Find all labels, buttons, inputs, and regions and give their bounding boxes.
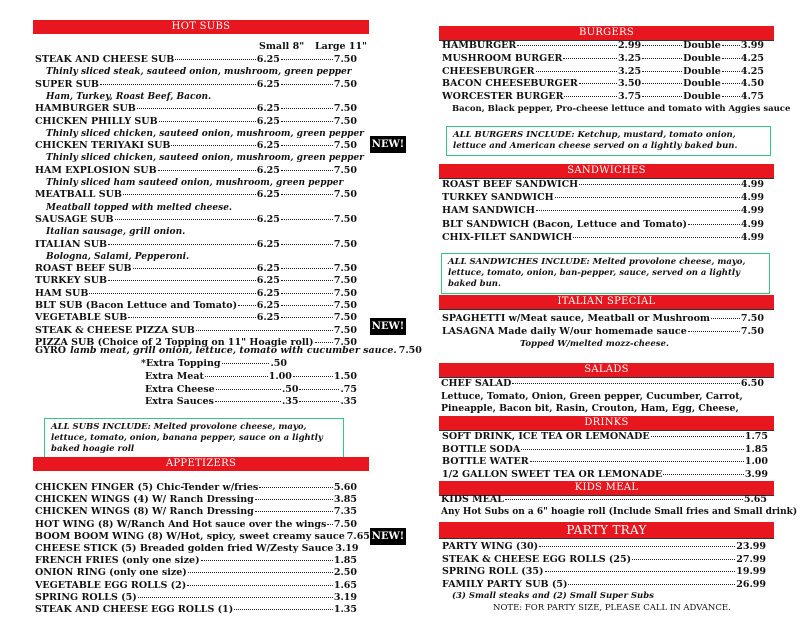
sub-price-large: 7.50 — [333, 213, 357, 225]
appetizer-price: 5.60 — [333, 482, 357, 493]
appetizer-row — [35, 482, 357, 494]
extra-row — [141, 358, 287, 370]
appetizer-price: 3.19 — [335, 543, 359, 554]
party-row — [442, 566, 766, 578]
party-row — [442, 554, 766, 566]
drink-row — [442, 469, 768, 481]
sub-price-small: 6.25 — [256, 189, 280, 201]
burger-name: BACON CHEESEBURGER — [442, 78, 578, 90]
burger-price: 2.99 — [617, 40, 642, 51]
italian-name: LASAGNA Made daily W/our homemade sauce — [442, 326, 687, 338]
sub-price-large: 7.50 — [333, 324, 357, 336]
drink-name: SOFT DRINK, ICE TEA OR LEMONADE — [442, 431, 650, 442]
burger-name: HAMBURGER — [442, 40, 517, 51]
burger-double-label: Double — [683, 91, 721, 103]
burger-price: 3.25 — [617, 52, 642, 64]
appetizer-price: 7.65 — [346, 530, 370, 542]
burger-name: MUSHROOM BURGER — [442, 52, 563, 64]
italian-row — [442, 326, 764, 338]
kids-banner: KIDS MEAL — [439, 481, 774, 495]
appetizers-banner: APPETIZERS — [33, 457, 369, 471]
extra-price-large: 1.50 — [333, 370, 357, 382]
sub-name: BLT SUB (Bacon Lettuce and Tomato) — [35, 300, 238, 311]
appetizer-name: FRENCH FRIES (only one size) — [35, 555, 200, 567]
appetizer-price: 1.65 — [333, 579, 357, 591]
sandwich-price: 4.99 — [740, 192, 764, 204]
burger-name: CHEESEBURGER — [442, 65, 535, 77]
chef-salad-desc: Lettuce, Tomato, Onion, Green pepper, Cucumber, Carrot, Pineapple, Bacon bit, Rasin, Crouton, Ham, Egg, Cheese, — [441, 391, 743, 414]
hot-subs-banner: HOT SUBS — [33, 20, 369, 34]
appetizer-row — [35, 519, 357, 531]
burger-price: 3.50 — [617, 78, 642, 90]
sandwich-row — [442, 192, 764, 204]
sub-name: PIZZA SUB (Choice of 2 Topping on 11" Hoagie roll) — [35, 336, 314, 348]
party-price: 19.99 — [736, 566, 766, 577]
sub-name: ITALIAN SUB — [35, 238, 108, 250]
size-small-header: Small 8" — [259, 41, 305, 52]
burger-double-price: 4.75 — [740, 91, 764, 103]
extra-row — [145, 396, 357, 408]
italian-row — [442, 313, 764, 325]
sub-row — [35, 300, 357, 312]
gyro-name: GYRO — [35, 345, 67, 356]
appetizer-price: 7.35 — [333, 506, 357, 518]
sub-name: CHICKEN TERIYAKI SUB — [35, 140, 171, 152]
extra-name: Extra Cheese — [145, 383, 215, 395]
new-badge: NEW! — [370, 318, 406, 335]
extra-price-small: .50 — [281, 383, 299, 395]
sub-name: VEGETABLE SUB — [35, 312, 128, 324]
sub-price-large: 7.50 — [333, 115, 357, 127]
sub-name: TURKEY SUB — [35, 275, 108, 287]
burger-row — [442, 78, 764, 90]
size-large-header: Large 11" — [315, 41, 368, 52]
sub-row — [35, 275, 357, 287]
party-desc: (3) Small steaks and (2) Small Super Subs — [452, 591, 654, 601]
drink-row — [442, 456, 768, 468]
burger-row — [442, 40, 764, 52]
sub-price-large: 7.50 — [333, 263, 357, 275]
sub-row — [35, 312, 357, 324]
sub-price-large: 7.50 — [333, 164, 357, 176]
sub-row — [35, 189, 357, 201]
drink-name: BOTTLE SODA — [442, 443, 521, 455]
sub-price-small: 6.25 — [256, 300, 280, 311]
sub-price-large: 7.50 — [333, 300, 357, 311]
appetizer-name: ONION RING (only one size) — [35, 567, 187, 579]
sub-name: CHICKEN PHILLY SUB — [35, 115, 158, 127]
drinks-banner: DRINKS — [439, 416, 774, 430]
italian-desc: Topped W/melted mozz-cheese. — [520, 339, 669, 349]
sandwiches-banner: SANDWICHES — [439, 164, 774, 178]
appetizer-price: 2.50 — [333, 567, 357, 579]
sub-row — [35, 140, 357, 152]
sub-price-small: 6.25 — [256, 263, 280, 275]
appetizer-row — [35, 543, 357, 555]
sub-row — [35, 239, 357, 251]
sub-desc: Thinly sliced ham sauteed onion, mushroom, green pepper — [46, 178, 344, 188]
appetizer-name: VEGETABLE EGG ROLLS (2) — [35, 579, 187, 591]
sub-desc: Thinly sliced steak, sauteed onion, mushroom, green pepper — [46, 67, 352, 78]
burger-row — [442, 53, 764, 65]
sandwich-name: ROAST BEEF SANDWICH — [442, 179, 579, 190]
party-price: 26.99 — [736, 578, 766, 590]
drink-name: 1/2 GALLON SWEET TEA OR LEMONADE — [442, 468, 663, 480]
kids-meal-row — [441, 494, 767, 506]
appetizer-name: CHICKEN WINGS (8) W/ Ranch Dressing — [35, 506, 254, 518]
sandwich-name: CHIX-FILET SANDWICH — [442, 231, 573, 243]
kids-meal-price: 5.65 — [743, 494, 767, 505]
sub-price-large: 7.50 — [333, 312, 357, 324]
sub-desc: Italian sausage, grill onion. — [46, 227, 186, 238]
sub-price-large: 7.50 — [333, 336, 357, 348]
sub-price-small: 6.25 — [256, 213, 280, 225]
sub-desc: Ham, Turkey, Roast Beef, Bacon. — [46, 91, 212, 102]
burger-row — [442, 91, 764, 103]
drink-price: 3.99 — [744, 468, 768, 480]
sub-price-large: 7.50 — [333, 140, 357, 152]
appetizer-name: CHICKEN WINGS (4) W/ Ranch Dressing — [35, 494, 254, 506]
extra-name: *Extra Topping — [141, 358, 221, 369]
sandwich-name: HAM SANDWICH — [442, 205, 535, 217]
sub-price-small: 6.25 — [256, 103, 280, 115]
sub-desc: Thinly sliced chicken, sauteed onion, mushroom, green pepper — [46, 153, 364, 164]
appetizer-name: STEAK AND CHEESE EGG ROLLS (1) — [35, 604, 234, 615]
new-badge: NEW! — [370, 528, 406, 545]
sandwich-row — [442, 179, 764, 191]
party-name: PARTY WING (30) — [442, 541, 539, 552]
worcester-desc: Bacon, Black pepper, Pro-cheese lettuce and tomato with Aggies sauce — [452, 104, 791, 114]
appetizer-price: 3.19 — [333, 591, 357, 603]
sub-price-small: 6.25 — [256, 78, 280, 90]
burgers-note: ALL BURGERS INCLUDE: Ketchup, mustard, tomato onion, lettuce and American cheese served on a lightly baked bun. — [446, 126, 771, 156]
chef-salad-price: 6.50 — [740, 378, 764, 389]
drink-row — [442, 444, 768, 456]
sandwich-price: 4.99 — [740, 179, 764, 190]
sub-name: HAM SUB — [35, 287, 89, 299]
sub-row — [35, 263, 357, 275]
burger-name: WORCESTER BURGER — [442, 91, 564, 103]
sub-price-large: 7.50 — [333, 78, 357, 90]
appetizer-row — [35, 506, 357, 518]
party-note: NOTE: FOR PARTY SIZE, PLEASE CALL IN ADVANCE. — [493, 603, 731, 613]
sub-name: STEAK & CHEESE PIZZA SUB — [35, 324, 195, 336]
appetizer-row — [35, 567, 357, 579]
party-name: STEAK & CHEESE EGG ROLLS (25) — [442, 553, 632, 565]
sub-desc: Thinly sliced chicken, sauteed onion, mushroom, green pepper — [46, 128, 364, 139]
burgers-banner: BURGERS — [439, 26, 774, 40]
appetizer-row — [35, 530, 370, 543]
appetizer-row — [35, 580, 357, 592]
burger-row — [442, 66, 764, 78]
appetizer-name: CHEESE STICK (5) Breaded golden fried W/Zesty Sauce — [35, 543, 334, 554]
party-name: FAMILY PARTY SUB (5) — [442, 578, 568, 590]
burger-double-price: 4.50 — [740, 78, 764, 90]
sub-price-large: 7.50 — [333, 54, 357, 65]
sub-price-small: 6.25 — [256, 287, 280, 299]
extra-name: Extra Meat — [145, 370, 204, 382]
burger-double-label: Double — [683, 52, 721, 64]
sandwich-name: BLT SANDWICH (Bacon, Lettuce and Tomato) — [442, 218, 688, 230]
sub-price-small: 6.25 — [256, 140, 280, 152]
sub-price-large: 7.50 — [333, 238, 357, 250]
appetizer-name: BOOM BOOM WING (8) W/Hot, spicy, sweet creamy sauce — [35, 530, 345, 542]
burger-double-price: 3.99 — [740, 40, 764, 51]
extra-price-large: .75 — [340, 383, 357, 395]
appetizer-row — [35, 604, 357, 616]
party-price: 27.99 — [736, 553, 766, 565]
chef-salad-name: CHEF SALAD — [441, 378, 512, 389]
chef-salad-row — [441, 378, 764, 390]
drink-price: 1.75 — [744, 431, 768, 442]
sub-row — [35, 288, 357, 300]
party-row — [442, 541, 766, 553]
drink-row — [442, 431, 768, 443]
appetizer-row — [35, 592, 357, 604]
sub-price-small: 6.25 — [256, 312, 280, 324]
appetizer-price: 1.85 — [333, 555, 357, 567]
extra-price-small: .50 — [270, 358, 287, 369]
burger-double-label: Double — [683, 78, 721, 90]
extra-name: Extra Sauces — [145, 396, 214, 408]
sub-price-large: 7.50 — [333, 287, 357, 299]
sub-row — [35, 165, 357, 177]
kids-meal-name: KIDS MEAL — [441, 494, 504, 505]
sub-name: SUPER SUB — [35, 78, 99, 90]
sub-row — [35, 325, 357, 337]
drink-price: 1.85 — [744, 443, 768, 455]
salads-banner: SALADS — [439, 363, 774, 377]
sub-price-small: 6.25 — [256, 164, 280, 176]
sub-price-small: 6.25 — [256, 275, 280, 287]
italian-name: SPAGHETTI w/Meat sauce, Meatball or Mushroom — [442, 313, 710, 324]
sub-price-small: 6.25 — [256, 115, 280, 127]
sandwich-price: 4.99 — [740, 218, 764, 230]
drink-name: BOTTLE WATER — [442, 456, 529, 468]
appetizer-row — [35, 494, 357, 506]
appetizer-price: 3.85 — [333, 494, 357, 506]
burger-price: 3.25 — [617, 65, 642, 77]
sandwich-row — [442, 219, 764, 231]
sub-desc: Bologna, Salami, Pepperoni. — [46, 251, 190, 262]
sandwich-row — [442, 205, 764, 217]
extra-price-large: .35 — [340, 396, 357, 408]
extra-price-small: 1.00 — [268, 370, 292, 382]
sub-price-large: 7.50 — [333, 189, 357, 201]
appetizer-name: HOT WING (8) W/Ranch And Hot sauce over the wings — [35, 518, 327, 530]
sub-row — [35, 79, 357, 91]
burger-double-price: 4.25 — [740, 52, 764, 64]
burger-double-label: Double — [683, 65, 721, 77]
italian-price: 7.50 — [740, 326, 764, 338]
sandwich-price: 4.99 — [740, 205, 764, 217]
appetizer-price: 7.50 — [333, 518, 357, 530]
sandwich-name: TURKEY SANDWICH — [442, 192, 554, 204]
sub-row — [35, 103, 357, 115]
sub-price-large: 7.50 — [333, 275, 357, 287]
sub-name: SAUSAGE SUB — [35, 213, 114, 225]
appetizer-price: 1.35 — [333, 604, 357, 615]
sub-price-large: 7.50 — [333, 103, 357, 115]
sandwiches-note: ALL SANDWICHES INCLUDE: Melted provolone cheese, mayo, lettuce, tomato, onion, ban-pepper, sauce, served on a lightly baked bun. — [441, 253, 770, 294]
sub-name: ROAST BEEF SUB — [35, 263, 132, 275]
new-badge: NEW! — [370, 136, 406, 153]
extra-price-small: .35 — [281, 396, 299, 408]
sub-price-small: 6.25 — [256, 54, 280, 65]
party-name: SPRING ROLL (35) — [442, 566, 544, 577]
sub-row — [35, 116, 357, 128]
sub-desc: Meatball topped with melted cheese. — [46, 202, 233, 213]
appetizer-name: CHICKEN FINGER (5) Chic-Tender w/fries — [35, 482, 259, 493]
burger-price: 3.75 — [617, 91, 642, 103]
sub-name: MEATBALL SUB — [35, 189, 122, 201]
appetizer-row — [35, 555, 357, 567]
party-tray-banner: PARTY TRAY — [439, 522, 774, 538]
gyro-row — [35, 345, 422, 357]
gyro-desc: lamb meat, grill onion, lettuce, tomato with cucumber sauce. — [70, 345, 397, 356]
kids-meal-desc: Any Hot Subs on a 6" hoagie roll (Include Small fries and Small drink) — [441, 507, 798, 517]
extra-row — [145, 384, 357, 396]
appetizer-name: SPRING ROLLS (5) — [35, 591, 137, 603]
gyro-price: 7.50 — [398, 345, 422, 356]
sub-price-small: 6.25 — [256, 238, 280, 250]
sub-row — [35, 54, 357, 66]
italian-price: 7.50 — [740, 313, 764, 324]
party-price: 23.99 — [736, 541, 766, 552]
subs-note: ALL SUBS INCLUDE: Melted provolone cheese, mayo, lettuce, tomato, onion, banana pepper, sauce on a lightly baked hoagie roll — [44, 418, 344, 459]
sub-name: STEAK AND CHEESE SUB — [35, 54, 175, 65]
extra-row — [145, 371, 357, 383]
burger-double-price: 4.25 — [740, 65, 764, 77]
party-row — [442, 579, 766, 591]
italian-banner: ITALIAN SPECIAL — [439, 295, 774, 309]
sub-name: HAMBURGER SUB — [35, 103, 136, 115]
sub-name: HAM EXPLOSION SUB — [35, 164, 157, 176]
sub-row — [35, 214, 357, 226]
drink-price: 1.00 — [744, 456, 768, 468]
sandwich-price: 4.99 — [740, 231, 764, 243]
sandwich-row — [442, 232, 764, 244]
burger-double-label: Double — [683, 40, 721, 51]
